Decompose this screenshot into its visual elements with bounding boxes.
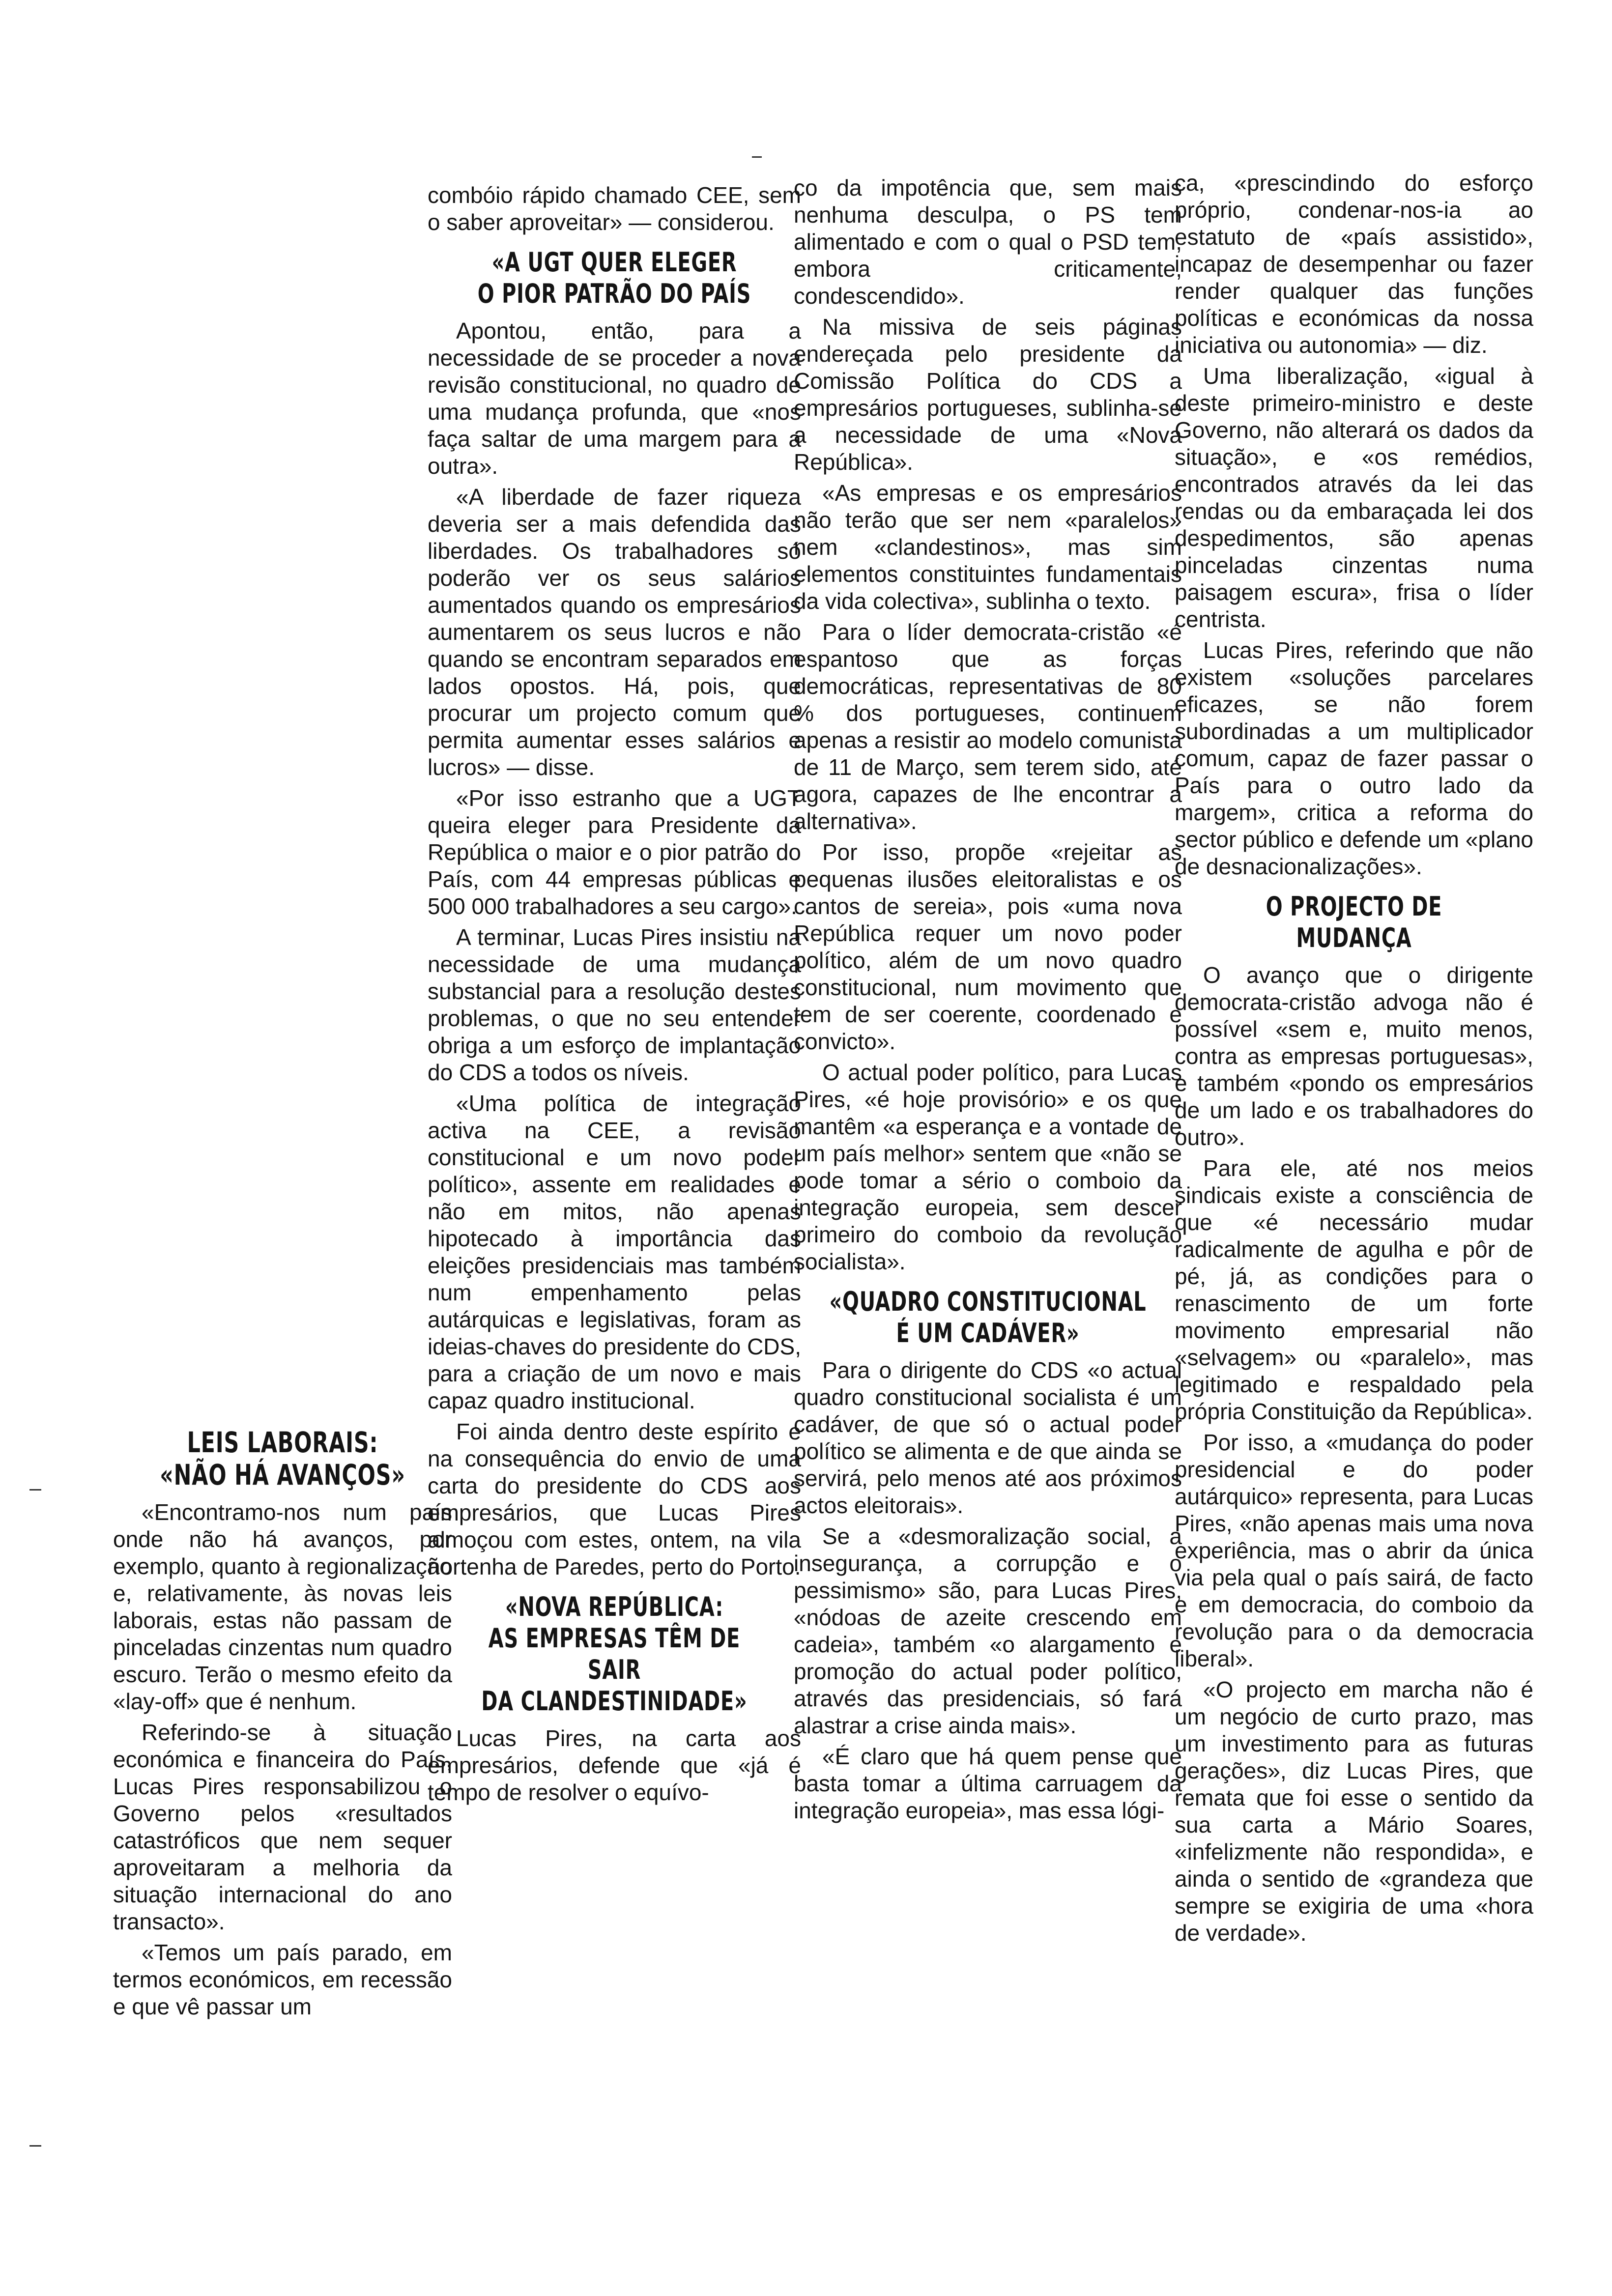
scan-mark bbox=[29, 1489, 41, 1491]
paragraph: Foi ainda dentro deste espírito e na consequência do envio de uma carta do presidente do CDS aos empresários, que Lucas Pires almoçou com estes, ontem, na vila nortenha de Paredes, perto do Porto. bbox=[428, 1419, 801, 1579]
heading-line: É UM CADÁVER» bbox=[896, 1318, 1080, 1349]
paragraph: A terminar, Lucas Pires insistiu na necessidade de uma mudança substancial para a resolução destes problemas, o que no seu entender obriga a um esforço de implantação do CDS a todos os níveis. bbox=[428, 924, 801, 1085]
section-heading-quadro-constitucional bbox=[829, 1286, 1147, 1349]
paragraph: Se a «desmoralização social, a insegurança, a corrupção e o pessimismo» são, para Lucas Pires, «nódoas de azeite crescendo em cadeia», também «o alargamento e promoção do actual poder político, através das presidenciais, só fará alastrar a crise ainda mais». bbox=[794, 1523, 1182, 1738]
paragraph: O actual poder político, para Lucas Pires, «é hoje provisório» e os que mantêm «a esperança e a vontade de um país melhor» sentem que «não se pode tomar a sério o comboio da integração europeia, sem descer primeiro do comboio da revolução socialista». bbox=[794, 1060, 1182, 1274]
paragraph: Para o líder democrata-cristão «é espantoso que as forças democráticas, representativas de 80 % dos portugueses, continuem apenas a resistir ao modelo comunista de 11 de Março, sem terem sido, até agora, capazes de lhe encontrar a alternativa». bbox=[794, 619, 1182, 834]
section-heading-projecto-mudanca bbox=[1207, 891, 1501, 954]
paragraph: Para o dirigente do CDS «o actual quadro constitucional socialista é um cadáver, de que só o actual poder político se alimenta e de que ainda se servirá, pelo menos até aos próximos actos eleitorais». bbox=[794, 1357, 1182, 1518]
scan-mark bbox=[752, 156, 762, 158]
paragraph: co da impotência que, sem mais nenhuma desculpa, o PS tem alimentado e com o qual o PSD tem, embora criticamente, condescendido». bbox=[794, 175, 1182, 309]
heading-line: «A UGT QUER ELEGER bbox=[491, 247, 737, 278]
paragraph: Para ele, até nos meios sindicais existe a consciência de que «é necessário mudar radicalmente de agulha e pôr de pé, já, as condições para o renascimento de um forte movimento empresarial não «selvagem» ou «paralelo», mas legitimado e respaldado pela própria Constituição da República». bbox=[1175, 1155, 1533, 1424]
paragraph: «Temos um país parado, em termos económicos, em recessão e que vê passar um bbox=[113, 1940, 452, 2019]
paragraph: «É claro que há quem pense que basta tomar a última carruagem da integração europeia», mas essa lógi- bbox=[794, 1744, 1182, 1823]
paragraph: «A liberdade de fazer riqueza deveria ser a mais defendida das liberdades. Os trabalhadores só poderão ver os seus salários aumentados quando os empresários aumentarem os seus lucros e não quando se encontram separados em lados opostos. Há, pois, que procurar um projecto comum que permita aumentar esses salários e lucros» — disse. bbox=[428, 484, 801, 780]
section-heading-leis-laborais bbox=[144, 1426, 422, 1491]
section-heading-nova-republica bbox=[461, 1591, 767, 1717]
paragraph: Lucas Pires, referindo que não existem «soluções parcelares eficazes, se não forem subordinadas a um multiplicador comum, capaz de fazer passar o País para o outro lado da margem», critica a reforma do sector público e defende um «plano de desnacionalizações». bbox=[1175, 637, 1533, 879]
heading-line: O PROJECTO DE MUDANÇA bbox=[1266, 891, 1442, 953]
heading-line: AS EMPRESAS TÊM DE SAIR bbox=[488, 1623, 741, 1685]
column-4 bbox=[1175, 170, 1533, 1951]
paragraph: Lucas Pires, na carta aos empresários, defende que «já é tempo de resolver o equívo- bbox=[428, 1725, 801, 1805]
section-heading-ugt bbox=[461, 247, 767, 310]
paragraph: combóio rápido chamado CEE, sem o saber aproveitar» — considerou. bbox=[428, 182, 801, 235]
heading-line: «NÃO HÁ AVANÇOS» bbox=[160, 1458, 405, 1492]
column-2 bbox=[428, 182, 801, 1810]
paragraph: «Uma política de integração activa na CEE, a revisão constitucional e um novo poder político», assente em realidades e não em mitos, não apenas hipotecado à importância das eleições presidenciais mas também num empenhamento pelas autárquicas e legislativas, foram as ideias-chaves do presidente do CDS, para a criação de um novo e mais capaz quadro institucional. bbox=[428, 1091, 801, 1413]
heading-line: LEIS LABORAIS: bbox=[187, 1426, 378, 1459]
paragraph: «Por isso estranho que a UGT queira eleger para Presidente da República o maior e o pior patrão do País, com 44 empresas públicas e 500 000 trabalhadores a seu cargo». bbox=[428, 785, 801, 919]
heading-line: «QUADRO CONSTITUCIONAL bbox=[829, 1286, 1147, 1317]
paragraph: Uma liberalização, «igual à deste primeiro-ministro e deste Governo, não alterará os dados da situação», e «os remédios, encontrados através da lei das rendas ou da embaraçada lei dos despedimentos, são apenas pinceladas cinzentas numa paisagem escura», frisa o líder centrista. bbox=[1175, 363, 1533, 632]
paragraph: Na missiva de seis páginas endereçada pelo presidente da Comissão Política do CDS a empresários portugueses, sublinha-se a necessidade de uma «Nova República». bbox=[794, 314, 1182, 475]
scan-mark bbox=[29, 2145, 41, 2147]
paragraph: «Encontramo-nos num país onde não há avanços, por exemplo, quanto à regionalização e, relativamente, às novas leis laborais, estas não passam de pinceladas cinzentas num quadro escuro. Terão o mesmo efeito da «lay-off» que é nenhum. bbox=[113, 1499, 452, 1714]
paragraph: Apontou, então, para a necessidade de se proceder a nova revisão constitucional, no quadro de uma mudança profunda, que «nos faça saltar de uma margem para a outra». bbox=[428, 318, 801, 479]
paragraph: «O projecto em marcha não é um negócio de curto prazo, mas um investimento para as futuras gerações», diz Lucas Pires, que remata que foi esse o sentido da sua carta a Mário Soares, «infelizmente não respondida», e ainda o sentido de «grandeza que sempre se exigiria de uma «hora de verdade». bbox=[1175, 1677, 1533, 1946]
paragraph: O avanço que o dirigente democrata-cristão advoga não é possível «sem e, muito menos, contra as empresas portuguesas», e também «pondo os empresários de um lado e os trabalhadores do outro». bbox=[1175, 962, 1533, 1150]
paragraph: Por isso, propõe «rejeitar as pequenas ilusões eleitoralistas e os cantos de sereia», pois «uma nova República requer um novo poder político, além de um novo quadro constitucional, num movimento que tem de ser coerente, coordenado e convicto». bbox=[794, 839, 1182, 1054]
paragraph: «As empresas e os empresários não terão que ser nem «paralelos» nem «clandestinos», mas sim elementos constituintes fundamentais da vida colectiva», sublinha o texto. bbox=[794, 480, 1182, 614]
heading-line: O PIOR PATRÃO DO PAÍS bbox=[477, 278, 751, 309]
column-3 bbox=[794, 174, 1182, 1828]
paragraph: Referindo-se à situação económica e financeira do País, Lucas Pires responsabilizou o Governo pelos «resultados catastróficos que nem sequer aproveitaram a melhoria da situação internacional do ano transacto». bbox=[113, 1720, 452, 1934]
heading-line: DA CLANDESTINIDADE» bbox=[481, 1686, 748, 1717]
column-1 bbox=[113, 1415, 452, 2024]
paragraph: ca, «prescindindo do esforço próprio, condenar-nos-ia ao estatuto de «país assistido», incapaz de desempenhar ou fazer render qualquer das funções políticas e económicas da nossa iniciativa ou autonomia» — diz. bbox=[1175, 170, 1533, 358]
paragraph: Por isso, a «mudança do poder presidencial e do poder autárquico» representa, para Lucas Pires, «não apenas mais uma nova experiência, mas o abrir da única via pela qual o país sairá, de facto e em democracia, do comboio da revolução para o da democracia liberal». bbox=[1175, 1430, 1533, 1671]
heading-line: «NOVA REPÚBLICA: bbox=[505, 1591, 724, 1622]
